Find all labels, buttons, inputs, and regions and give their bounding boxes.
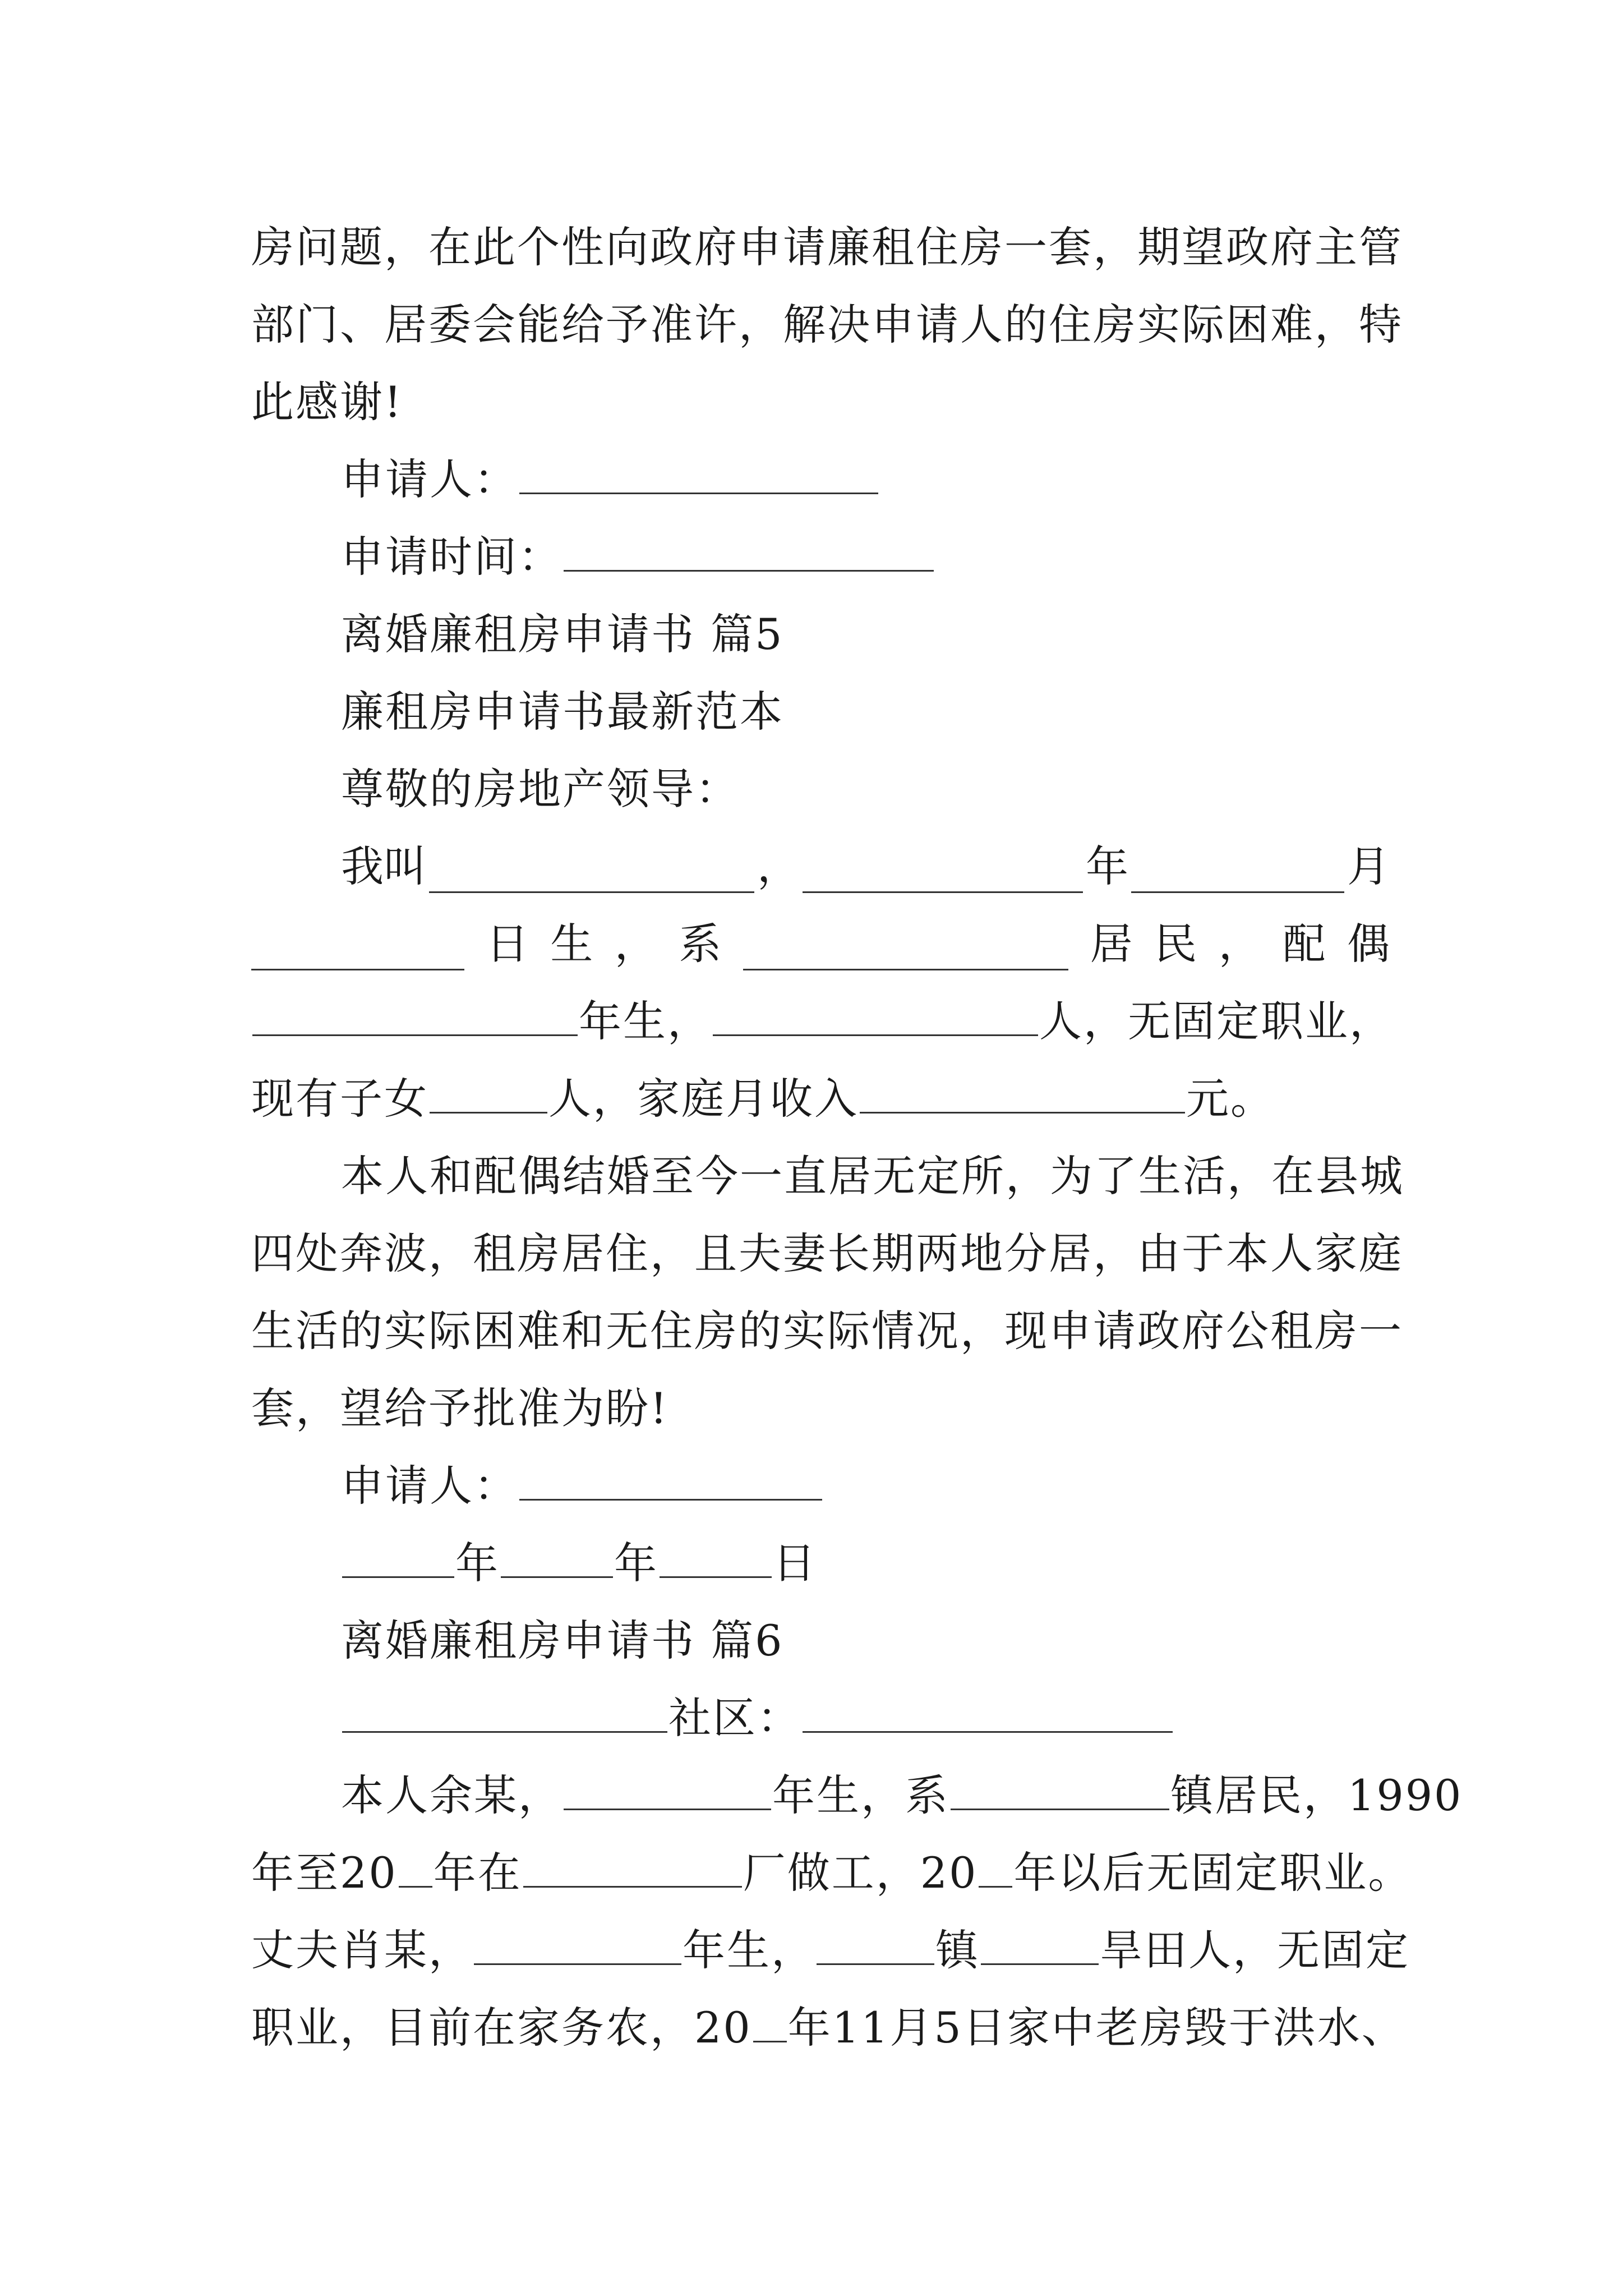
spouse-year-blank [252,1000,578,1036]
community-blank [342,1696,667,1733]
residence-blank [743,934,1068,970]
spouse-origin-blank [713,1000,1038,1036]
applicant-line [251,1447,1390,1525]
form-text: 民 [1154,919,1197,969]
form-text: 日 [486,919,529,969]
form-text: 元。 [1186,1074,1275,1124]
form-text: 旱田人，无固定 [1100,1925,1410,1975]
form-text: 年 [1086,841,1128,891]
form-text: 本人余某， [341,1770,562,1820]
village-blank [981,1929,1099,1965]
form-text: ， [614,919,657,969]
year-blank [753,2006,787,2042]
form-text: 偶 [1347,919,1390,969]
form-text: 年11月5日家中老房毁于洪水、 [787,2003,1406,2053]
date-text: 年 [455,1538,500,1588]
form-text: 人，无固定职业， [1039,996,1394,1046]
town-blank [951,1774,1169,1810]
paragraph-line [251,1989,1406,2067]
date-text: 年 [614,1538,658,1588]
form-text: 年以后无固定职业。 [1013,1848,1413,1898]
applicant-line [251,441,1390,518]
application-time-line [251,518,1390,596]
application-time-label: 申请时间： [341,532,562,582]
form-text: 职业，目前在家务农，20 [251,2003,752,2053]
form-text: 镇居民，1990 [1170,1770,1463,1820]
paragraph-line: 四处奔波，租房居住，且夫妻长期两地分居，由于本人家庭 [251,1228,1403,1278]
community-label: 社区： [668,1693,801,1743]
year-blank [979,1851,1012,1888]
community-line [251,1680,1390,1757]
year-blank [399,1851,432,1888]
form-text: 人，家庭月收入 [548,1074,859,1124]
document-body [251,209,1463,2067]
birth-year-blank [564,1774,771,1810]
form-text: 系 [679,919,722,969]
form-text: 配 [1283,919,1326,969]
date-blank [660,1542,772,1578]
date-blank [342,1542,454,1578]
applicant-label: 申请人： [341,454,518,504]
paragraph-line: 房问题，在此个性向政府申请廉租住房一套，期望政府主管 [251,222,1403,272]
paragraph-line: 套，望给予批准为盼! [251,1383,669,1433]
town-blank [817,1929,934,1965]
name-blank [429,857,754,893]
paragraph-line [251,1912,1410,1989]
applicant-blank [519,1464,822,1501]
form-text: 年生，系 [772,1770,949,1820]
day-blank [251,934,464,970]
month-blank [1131,857,1344,893]
form-text: 年生， [579,996,712,1046]
form-text: 年生， [683,1925,815,1975]
paragraph-line: 部门、居委会能给予准许，解决申请人的住房实际困难，特 [251,300,1403,349]
year-blank [803,857,1083,893]
date-blank [501,1542,613,1578]
form-text: ， [757,841,800,891]
community-blank [803,1696,1173,1733]
applicant-blank [519,458,878,494]
section-subtitle: 廉租房申请书最新范本 [341,687,784,737]
salutation: 尊敬的房地产领导： [341,764,740,814]
section-heading: 离婚廉租房申请书 篇6 [341,1616,784,1665]
form-line [251,1060,1390,1138]
section-heading: 离婚廉租房申请书 篇5 [341,609,784,659]
form-text: 现有子女 [251,1074,428,1124]
paragraph-line: 生活的实际困难和无住房的实际情况，现申请政府公租房一 [251,1306,1403,1356]
form-text: 年至20 [251,1848,398,1898]
factory-blank [523,1851,742,1888]
form-text: 生 [550,919,593,969]
paragraph-line: 本人和配偶结婚至今一直居无定所，为了生活，在县城 [341,1151,1404,1201]
form-line [251,983,1394,1060]
form-text: 厂做工，20 [743,1848,978,1898]
form-text: 居 [1090,919,1133,969]
paragraph-line [251,1757,1463,1834]
paragraph-line [251,1834,1413,1912]
paragraph-line: 此感谢! [251,377,403,427]
form-text: 年在 [433,1848,522,1898]
form-text: 我叫 [341,841,426,891]
children-blank [430,1077,547,1114]
form-text: 丈夫肖某， [251,1925,473,1975]
application-time-blank [564,535,934,572]
birth-year-blank [474,1929,681,1965]
applicant-label: 申请人： [341,1461,518,1511]
income-blank [860,1077,1185,1114]
date-text: 日 [773,1538,817,1588]
form-text: 镇 [935,1925,980,1975]
form-line [251,905,1390,983]
date-line [251,1525,1390,1602]
form-line [251,828,1390,905]
form-text: 月 [1347,841,1390,891]
form-text: ， [1218,919,1261,969]
